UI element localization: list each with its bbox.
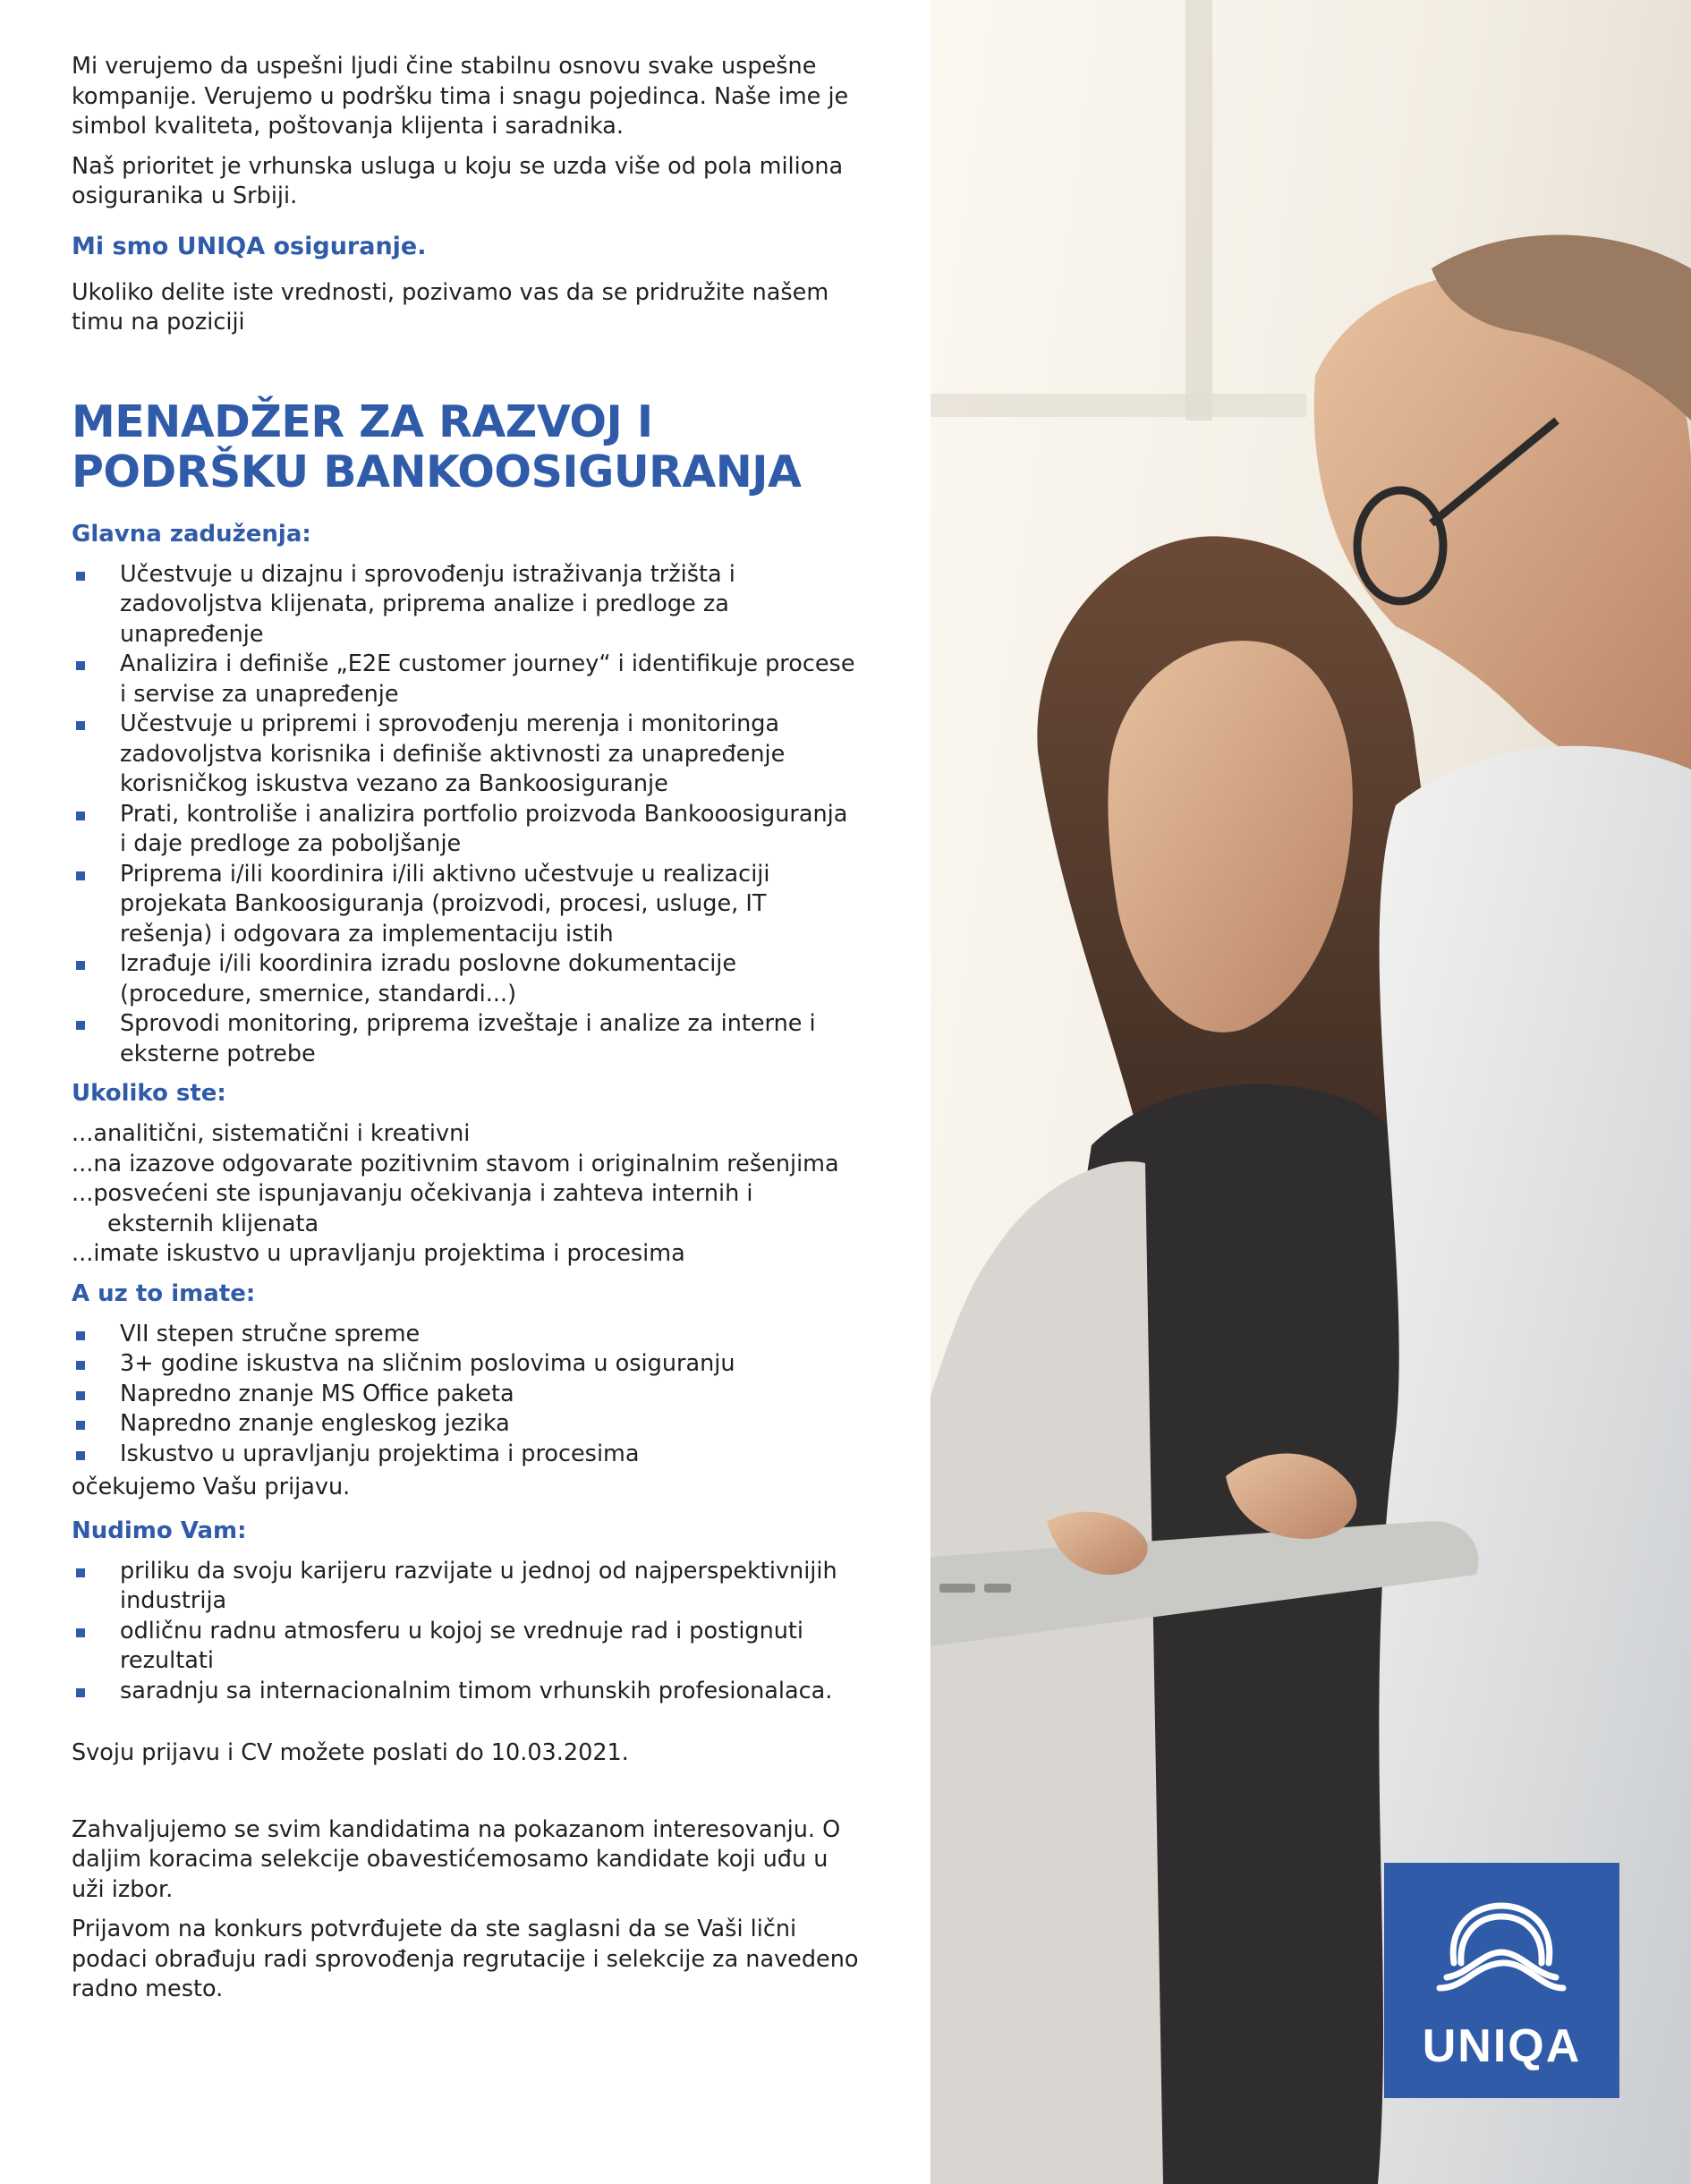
profile-item: ...posvećeni ste ispunjavanju očekivanja i zahteva internih i eksternih klijenata <box>72 1180 753 1237</box>
square-bullet-icon <box>76 1021 85 1030</box>
offer-item: odličnu radnu atmosferu u kojoj se vrednuje rad i postignuti rezultati <box>72 1617 859 1677</box>
offer-heading: Nudimo Vam: <box>72 1517 247 1544</box>
job-ad-text <box>72 52 859 2005</box>
square-bullet-icon <box>76 1421 85 1430</box>
square-bullet-icon <box>76 572 85 581</box>
requirements-closing: očekujemo Vašu prijavu. <box>72 1474 351 1500</box>
uniqa-logo <box>1384 1863 1619 2098</box>
job-title: MENADŽER ZA RAZVOJ I PODRŠKU BANKOOSIGURANJA <box>72 395 802 497</box>
office-photo <box>930 0 1691 2184</box>
requirement-item: 3+ godine iskustva na sličnim poslovima u osiguranju <box>72 1349 859 1380</box>
duty-item: Sprovodi monitoring, priprema izveštaje i analize za interne i eksterne potrebe <box>72 1009 859 1069</box>
square-bullet-icon <box>76 1451 85 1460</box>
square-bullet-icon <box>76 1391 85 1400</box>
profile-item: ...na izazove odgovarate pozitivnim stavom i originalnim rešenjima <box>72 1150 839 1177</box>
requirements-heading: A uz to imate: <box>72 1279 256 1307</box>
thanks-text: Zahvaljujemo se svim kandidatima na pokazanom interesovanju. O daljim koracima selekcije obavestićemosamo kandidate koji uđu u uži izbor. <box>72 1815 841 1903</box>
duty-item: Priprema i/ili koordinira i/ili aktivno učestvuje u realizaciji projekata Bankoosiguranja (proizvodi, procesi, usluge, IT rešenja) i odgovara za implementaciju istih <box>72 860 859 950</box>
requirements-list <box>72 1320 859 1470</box>
square-bullet-icon <box>76 1361 85 1370</box>
duty-item: Učestvuje u dizajnu i sprovođenju istraživanja tržišta i zadovoljstva klijenata, priprema analize i predloge za unapređenje <box>72 560 859 650</box>
duty-item: Izrađuje i/ili koordinira izradu poslovne dokumentacije (procedure, smernice, standardi...) <box>72 949 859 1009</box>
profile-item: ...analitični, sistematični i kreativni <box>72 1120 471 1147</box>
offer-list <box>72 1557 859 1707</box>
offer-item: priliku da svoju karijeru razvijate u jednoj od najperspektivnijih industrija <box>72 1557 859 1617</box>
square-bullet-icon <box>76 661 85 670</box>
profile-list <box>72 1119 859 1270</box>
logo-wordmark: UNIQA <box>1422 2020 1582 2072</box>
intro-paragraph-2: Naš prioritet je vrhunska usluga u koju se uzda više od pola miliona osiguranika u Srbiji. <box>72 152 844 209</box>
square-bullet-icon <box>76 1568 85 1577</box>
square-bullet-icon <box>76 961 85 970</box>
square-bullet-icon <box>76 871 85 880</box>
consent-text: Prijavom na konkurs potvrđujete da ste saglasni da se Vaši lični podaci obrađuju radi sprovođenja regrutacije i selekcije za navedeno radno mesto. <box>72 1916 859 2002</box>
invite-paragraph: Ukoliko delite iste vrednosti, pozivamo vas da se pridružite našem timu na poziciji <box>72 278 829 336</box>
requirement-item: Napredno znanje MS Office paketa <box>72 1380 859 1410</box>
square-bullet-icon <box>76 1688 85 1697</box>
square-bullet-icon <box>76 1331 85 1340</box>
duty-item: Analizira i definiše „E2E customer journey“ i identifikuje procese i servise za unapređenje <box>72 650 859 710</box>
square-bullet-icon <box>76 1628 85 1637</box>
offer-item: saradnju sa internacionalnim timom vrhunskih profesionalaca. <box>72 1677 859 1707</box>
tagline: Mi smo UNIQA osiguranje. <box>72 232 427 260</box>
requirement-item: Iskustvo u upravljanju projektima i procesima <box>72 1440 859 1470</box>
square-bullet-icon <box>76 812 85 820</box>
photo-illustration <box>930 0 1691 2184</box>
profile-heading: Ukoliko ste: <box>72 1080 226 1107</box>
profile-item: ...imate iskustvo u upravljanju projektima i procesima <box>72 1240 685 1267</box>
square-bullet-icon <box>76 721 85 730</box>
duties-list <box>72 560 859 1070</box>
duty-item: Učestvuje u pripremi i sprovođenju merenja i monitoringa zadovoljstva korisnika i definiše aktivnosti za unapređenje korisničkog iskustva vezano za Bankoosiguranje <box>72 710 859 800</box>
duties-heading: Glavna zaduženja: <box>72 520 311 548</box>
intro-paragraph-1: Mi verujemo da uspešni ljudi čine stabilnu osnovu svake uspešne kompanije. Verujemo u podršku tima i snagu pojedinca. Naše ime je simbol kvaliteta, poštovanja klijenta i saradnika. <box>72 53 849 140</box>
duty-item: Prati, kontroliše i analizira portfolio proizvoda Bankooosiguranja i daje predloge za poboljšanje <box>72 800 859 860</box>
requirement-item: VII stepen stručne spreme <box>72 1320 859 1350</box>
requirement-item: Napredno znanje engleskog jezika <box>72 1409 859 1440</box>
deadline-text: Svoju prijavu i CV možete poslati do 10.03.2021. <box>72 1739 629 1766</box>
